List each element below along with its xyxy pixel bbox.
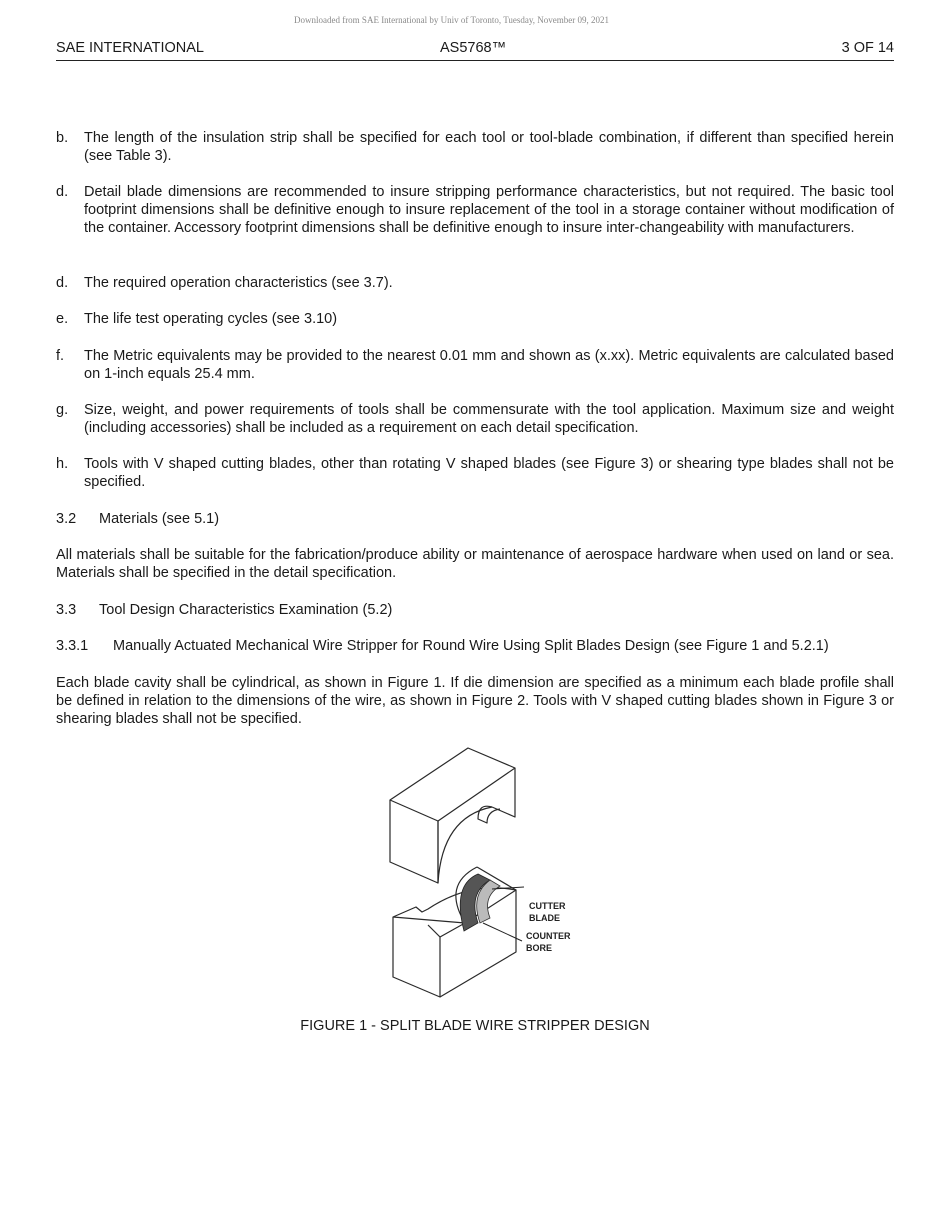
list-item-label: e.: [56, 311, 69, 327]
header-organization: SAE INTERNATIONAL: [56, 40, 204, 56]
list-item: [56, 274, 894, 292]
list-item: [56, 183, 894, 237]
list-item-text: Size, weight, and power requirements of tools shall be commensurate with the tool application. Maximum size and weight (including accessories) shall be included as a requirement on each detail specification.: [84, 402, 894, 436]
list-item: [56, 347, 894, 383]
section-title: Manually Actuated Mechanical Wire Stripper for Round Wire Using Split Blades Design (see Figure 1 and 5.2.1): [113, 638, 829, 654]
section-number: 3.3.1: [56, 638, 89, 654]
section-title: Materials (see 5.1): [99, 511, 220, 527]
list-item: [56, 455, 894, 491]
list-item-label: g.: [56, 402, 69, 418]
section-title: Tool Design Characteristics Examination (5.2): [99, 602, 393, 618]
page-header: [56, 38, 894, 61]
figure-label-counter-line2: BORE: [526, 943, 553, 953]
list-item: [56, 310, 894, 328]
list-item-label: h.: [56, 456, 69, 472]
list-item-text: The length of the insulation strip shall be specified for each tool or tool-blade combination, if different than specified herein (see Table 3).: [84, 130, 894, 164]
header-document-number: AS5768™: [440, 40, 507, 56]
list-item-label: d.: [56, 275, 69, 291]
section-heading-3-3: [56, 601, 392, 619]
paragraph-blade-cavity: Each blade cavity shall be cylindrical, as shown in Figure 1. If die dimension are specified as a minimum each blade profile shall be defined in relation to the dimensions of the wire, as shown in Figure 2. Tools with V shaped cutting blades shown in Figure 3 or shearing blades shall not be specified.: [56, 675, 894, 727]
figure-caption: FIGURE 1 - SPLIT BLADE WIRE STRIPPER DESIGN: [300, 1018, 650, 1034]
figure-split-blade-drawing: [380, 745, 590, 1003]
section-heading-3-3-1: [56, 637, 829, 655]
paragraph-materials: All materials shall be suitable for the fabrication/produce ability or maintenance of aerospace hardware when used on land or sea. Materials shall be specified in the detail specification.: [56, 547, 894, 581]
list-item: [56, 401, 894, 437]
list-item-text: The life test operating cycles (see 3.10): [84, 311, 338, 327]
figure-label-cutter-line2: BLADE: [529, 913, 560, 923]
list-item: [56, 129, 894, 165]
download-note: Downloaded from SAE International by Univ of Toronto, Tuesday, November 09, 2021: [293, 15, 610, 25]
list-item-label: b.: [56, 130, 69, 146]
list-item-label: d.: [56, 184, 69, 200]
header-page-number: 3 OF 14: [841, 40, 894, 56]
list-item-text: Detail blade dimensions are recommended to insure stripping performance characteristics, but not required. The basic tool footprint dimensions shall be definitive enough to insure replacement of the tool in a storage container without modification of the container. Accessory footprint dimensions shall be definitive enough to insure inter-changeability with manufacturers.: [84, 184, 894, 236]
list-item-text: Tools with V shaped cutting blades, other than rotating V shaped blades (see Figure 3) or shearing type blades shall not be specified.: [84, 456, 894, 490]
figure-label-counter-line1: COUNTER: [526, 931, 571, 941]
figure-label-cutter-line1: CUTTER: [529, 901, 566, 911]
split-blade-illustration: [380, 745, 590, 1003]
list-item-label: f.: [56, 348, 65, 364]
list-item-text: The Metric equivalents may be provided to the nearest 0.01 mm and shown as (x.xx). Metric equivalents are calculated based on 1-inch equals 25.4 mm.: [84, 348, 894, 382]
section-number: 3.2: [56, 511, 77, 527]
list-item-text: The required operation characteristics (see 3.7).: [84, 275, 393, 291]
section-heading-3-2: [56, 510, 219, 528]
section-number: 3.3: [56, 602, 77, 618]
